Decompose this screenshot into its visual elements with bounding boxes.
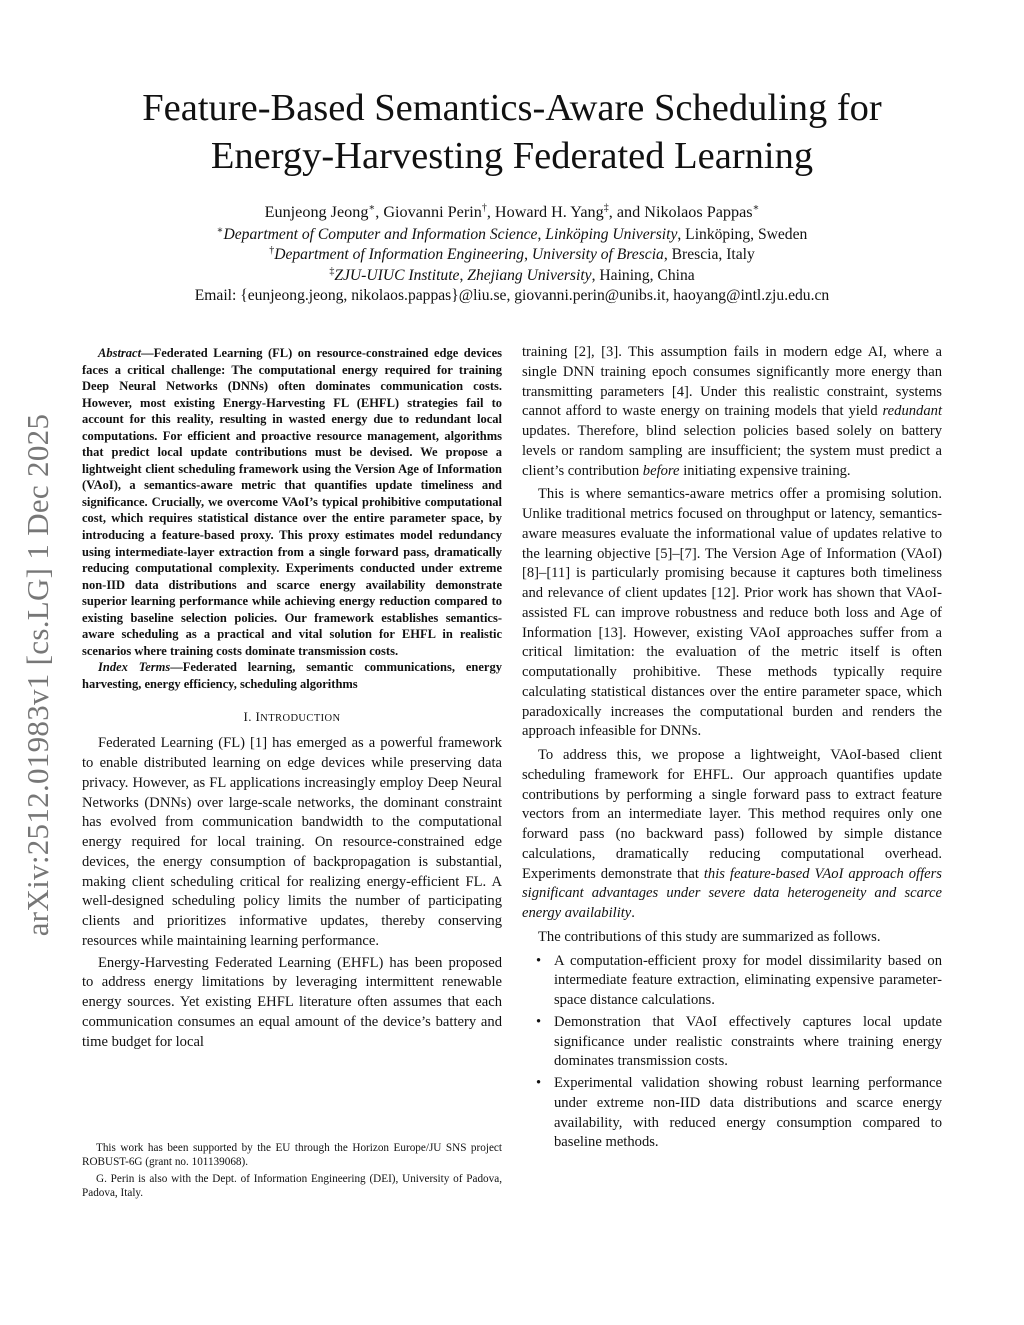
author-4-mark: ∗ [752, 202, 760, 214]
rp1-c: initiating expensive training. [679, 462, 851, 479]
rp1-b: updates. Therefore, blind selection policies based solely on battery levels or random sampling are insufficient; the system must predict a client’s contribution [522, 423, 942, 479]
right-paragraph-2: This is where semantics-aware metrics offer a promising solution. Unlike traditional metrics focused on throughput or latency, semantics-aware measures evaluate the informational value of updates relative to the learning objective [5]–[7]. The Version Age of Information (VAoI) [8]–[11] is particularly promising because it captures both timeliness and relevance of client updates [12]. Prior work has shown that VAoI-assisted FL can improve robustness and reduce both loss and Age of Information [13]. However, existing VAoI approaches suffer from a critical limitation: the evaluation of the metric itself is often computationally prohibitive. These methods typically require calculating statistical distances over the entire parameter space, which paradoxically increases the computational burden and renders the approach infeasible for DNNs. [522, 486, 942, 740]
author-3-mark: ‡ [603, 202, 609, 214]
aff3-dept: ZJU-UIUC Institute [334, 266, 460, 284]
author-names [80, 202, 944, 223]
intro-paragraph-1: Federated Learning (FL) [1] has emerged as a powerful framework to enable distributed learning on edge devices while preserving data privacy. However, as FL applications increasingly employ Deep Neural Networks (DNNs) over large-scale networks, the dominant constraint has evolved from communication bandwidth to the computational energy required for local training. On resource-constrained edge devices, the energy consumption of backpropagation is substantial, making client scheduling critical for realizing energy-efficient FL. A well-designed scheduling policy limits the number of participating clients and prioritizes informative updates, thereby conserving resources while maintaining learning performance. [82, 735, 502, 949]
section-first-letter: I [255, 709, 261, 725]
abstract [82, 345, 502, 659]
section-title-rest: NTRODUCTION [260, 713, 341, 725]
section-number: I. [243, 709, 256, 725]
aff1-dept: Department of Computer and Information Science [223, 225, 538, 243]
footnotes [82, 1141, 502, 1203]
index-terms-label: Index Terms [98, 660, 171, 675]
aff3-univ: Zhejiang University [467, 266, 592, 284]
title-line-2: Energy-Harvesting Federated Learning [210, 135, 814, 177]
left-column [82, 345, 502, 1054]
aff2-mark: † [269, 244, 275, 256]
right-paragraph-4: The contributions of this study are summarized as follows. [538, 928, 881, 945]
rp3-em: this feature-based VAoI approach offers significant advantages under severe data heterogeneity and scarce energy availability [522, 865, 942, 921]
rp1-em-before: before [642, 462, 680, 479]
contribution-item: • Experimental validation showing robust learning performance under extreme non-IID data distributions and scarce energy availability, with reduced energy consumption compared to baseline methods. [554, 1074, 942, 1153]
email-line: Email: {eunjeong.jeong, nikolaos.pappas}@liu.se, giovanni.perin@unibs.it, haoyang@intl.zju.edu.cn [194, 287, 830, 304]
aff2-loc: Brescia, Italy [671, 246, 755, 263]
aff2-univ: University of Brescia [531, 246, 664, 263]
aff2-dept: Department of Information Engineering [274, 246, 525, 263]
author-1: Eunjeong Jeong [264, 203, 369, 221]
right-paragraph-1 [522, 343, 942, 481]
index-terms [82, 659, 502, 692]
abstract-text: —Federated Learning (FL) on resource-constrained edge devices faces a critical challenge: The computational energy required for training Deep Neural Networks (DNNs) often dominates communication costs. However, most existing Energy-Harvesting FL (EHFL) strategies fail to account for this reality, resulting in wasted energy due to redundant local computations. For efficient and proactive resource management, algorithms that predict local update contributions must be devised. We propose a lightweight client scheduling framework using the Version Age of Information (VAoI), a semantics-aware metric that quantifies update timeliness and significance. Crucially, we overcome VAoI’s typical prohibitive computational cost, which requires statistical distance over the entire parameter space, by introducing a feature-based proxy. This proxy estimates model redundancy using intermediate-layer extraction from a single forward pass, dramatically reducing computational complexity. Experiments conducted under extreme non-IID data distributions and scarce energy availability demonstrate superior learning performance while achieving energy reduction compared to existing baseline selection policies. Our framework establishes semantics-aware scheduling as a practical and vital solution for EHFL in realistic scenarios where training costs dominate transmission costs. [82, 346, 502, 658]
aff3-loc: Haining, China [599, 266, 695, 284]
rp1-a: training [2], [3]. This assumption fails in modern edge AI, where a single DNN training epoch consumes significantly more energy than transmitting parameters [4]. Under this realistic constraint, systems cannot afford to waste energy on training models that yield [522, 344, 942, 420]
index-terms-text: —Federated learning, semantic communications, energy harvesting, energy efficiency, scheduling algorithms [82, 660, 502, 691]
author-2-mark: † [481, 202, 487, 214]
author-4: Nikolaos Pappas [644, 203, 753, 221]
footnote-affiliation: G. Perin is also with the Dept. of Information Engineering (DEI), University of Padova, Padova, Italy. [82, 1172, 502, 1200]
contribution-item: • A computation-efficient proxy for model dissimilarity based on intermediate feature extraction, eliminating expensive parameter-space distance calculations. [554, 952, 942, 1011]
affiliation-2: †Department of Information Engineering, University of Brescia, Brescia, Italy [269, 244, 755, 263]
author-block [80, 202, 944, 307]
abstract-label: Abstract [98, 346, 142, 360]
rp3-b: . [631, 905, 635, 921]
section-heading-introduction [82, 709, 502, 725]
author-sep-2: , [486, 203, 495, 221]
right-column [522, 343, 942, 1155]
author-1-mark: ∗ [368, 202, 376, 214]
aff1-mark: ∗ [216, 224, 224, 236]
aff1-univ: Linköping University [545, 225, 678, 243]
aff3-mark: ‡ [329, 265, 335, 277]
rp3-a: To address this, we propose a lightweight, VAoI-based client scheduling framework for EHFL. Our approach quantifies update contributions by performing a single forward pass to extract feature vectors from an intermediate layer. This method requires only one forward pass (no backward pass) followed by simple distance calculations, dramatically reducing computational overhead. Experiments demonstrate that [522, 747, 942, 882]
author-sep-3: , and [608, 203, 645, 221]
contribution-item: • Demonstration that VAoI effectively captures local update significance under realistic constraints where training energy dominates transmission costs. [554, 1013, 942, 1072]
aff1-loc: Linköping, Sweden [685, 225, 808, 243]
affiliation-1: ∗Department of Computer and Information Science, Linköping University, Linköping, Sweden [216, 224, 808, 243]
right-paragraph-3 [522, 746, 942, 924]
arxiv-id-text: arXiv:2512.01983v1 [cs.LG] 1 Dec 2025 [20, 413, 55, 937]
contributions-list [522, 952, 942, 1154]
affiliation-3: ‡ZJU-UIUC Institute, Zhejiang University, Haining, China [329, 265, 695, 284]
intro-paragraph-2: Energy-Harvesting Federated Learning (EHFL) has been proposed to address energy limitations by leveraging intermittent renewable energy sources. Yet existing EHFL literature often assumes that each communication consumes an equal amount of the device’s battery and time budget for local [82, 954, 502, 1050]
paper-title [80, 84, 944, 180]
author-3: Howard H. Yang [494, 203, 604, 221]
author-sep-1: , [375, 203, 384, 221]
author-2: Giovanni Perin [383, 203, 482, 221]
rp1-em-redundant: redundant [882, 403, 942, 420]
title-line-1: Feature-Based Semantics-Aware Scheduling for [142, 87, 882, 129]
footnote-funding: This work has been supported by the EU through the Horizon Europe/JU SNS project ROBUST-6G (grant no. 101139068). [82, 1142, 502, 1169]
arxiv-identifier [8, 380, 68, 970]
